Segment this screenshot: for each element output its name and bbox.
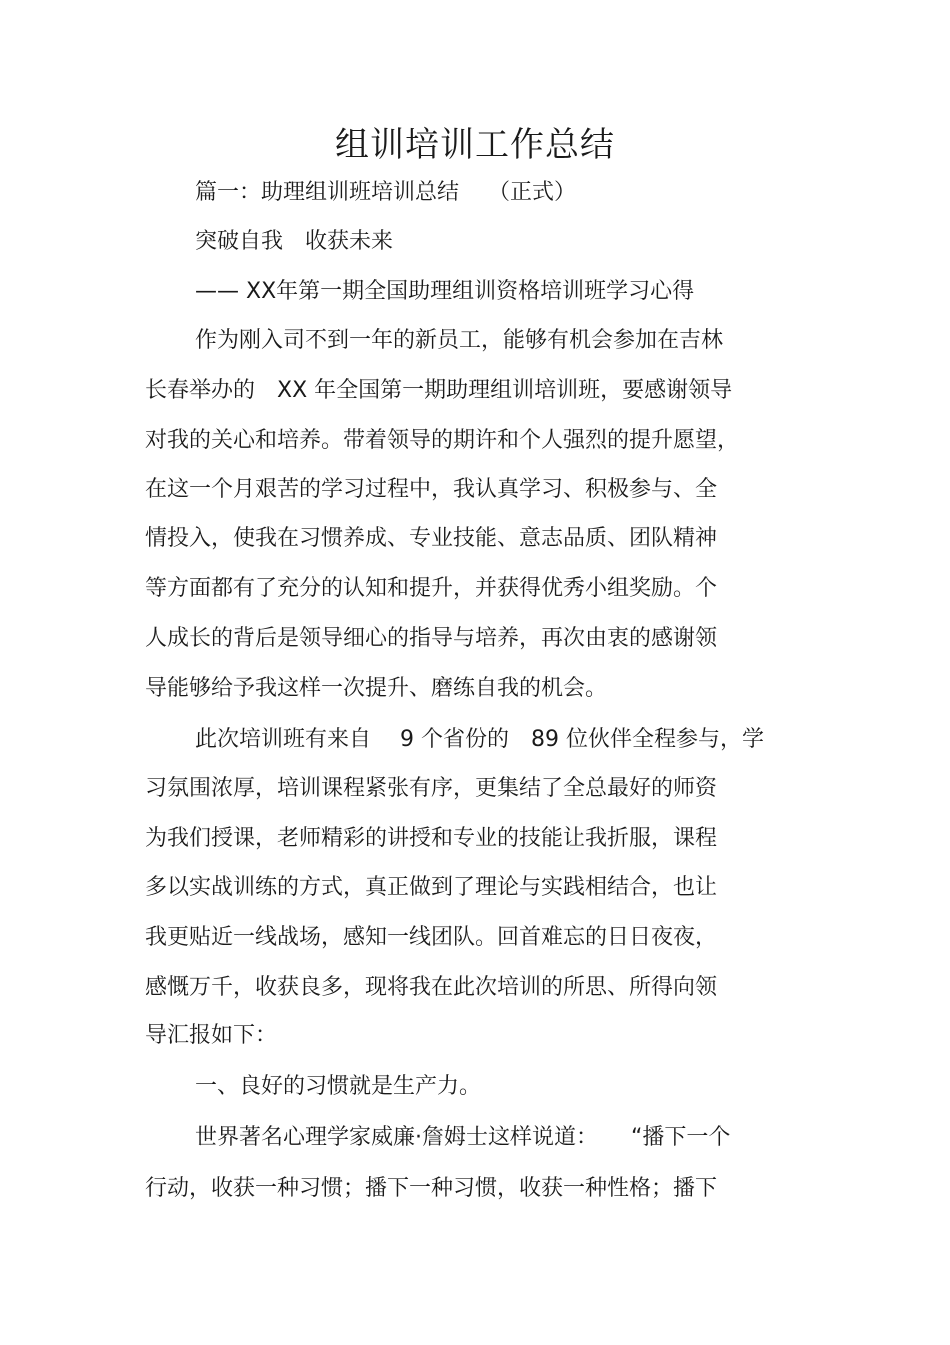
paragraph-line: 在这一个月艰苦的学习过程中，我认真学习、积极参与、全 <box>145 477 718 502</box>
paragraph-line: 世界著名心理学家威廉·詹姆士这样说道： “播下一个 <box>195 1125 731 1150</box>
subtitle-article-heading: 篇一：助理组训班培训总结 （正式） <box>195 180 576 205</box>
paragraph-line: 导汇报如下： <box>145 1023 278 1048</box>
paragraph-line: 人成长的背后是领导细心的指导与培养，再次由衷的感谢领 <box>145 626 718 651</box>
paragraph-line: 我更贴近一线战场，感知一线团队。回首难忘的日日夜夜， <box>145 925 718 950</box>
paragraph-line: 导能够给予我这样一次提升、磨练自我的机会。 <box>145 676 608 701</box>
paragraph-line: 为我们授课，老师精彩的讲授和专业的技能让我折服，课程 <box>145 826 718 851</box>
paragraph-line: 对我的关心和培养。带着领导的期许和个人强烈的提升愿望， <box>145 428 740 453</box>
subtitle-source: —— XX年第一期全国助理组训资格培训班学习心得 <box>195 279 695 304</box>
paragraph-line: 情投入，使我在习惯养成、专业技能、意志品质、团队精神 <box>145 526 718 551</box>
section-heading: 一、良好的习惯就是生产力。 <box>195 1074 482 1099</box>
subtitle-theme: 突破自我 收获未来 <box>195 229 394 254</box>
paragraph-line: 此次培训班有来自 9 个省份的 89 位伙伴全程参与，学 <box>195 727 764 752</box>
paragraph-line: 习氛围浓厚，培训课程紧张有序，更集结了全总最好的师资 <box>145 776 718 801</box>
paragraph-line: 行动，收获一种习惯；播下一种习惯，收获一种性格；播下 <box>145 1176 718 1201</box>
paragraph-line: 作为刚入司不到一年的新员工，能够有机会参加在吉林 <box>195 328 724 353</box>
paragraph-line: 感慨万千，收获良多，现将我在此次培训的所思、所得向领 <box>145 975 718 1000</box>
paragraph-line: 等方面都有了充分的认知和提升，并获得优秀小组奖励。个 <box>145 576 718 601</box>
paragraph-line: 多以实战训练的方式，真正做到了理论与实践相结合，也让 <box>145 875 718 900</box>
document-title: 组训培训工作总结 <box>335 125 615 165</box>
paragraph-line: 长春举办的 XX 年全国第一期助理组训培训班，要感谢领导 <box>145 378 733 403</box>
